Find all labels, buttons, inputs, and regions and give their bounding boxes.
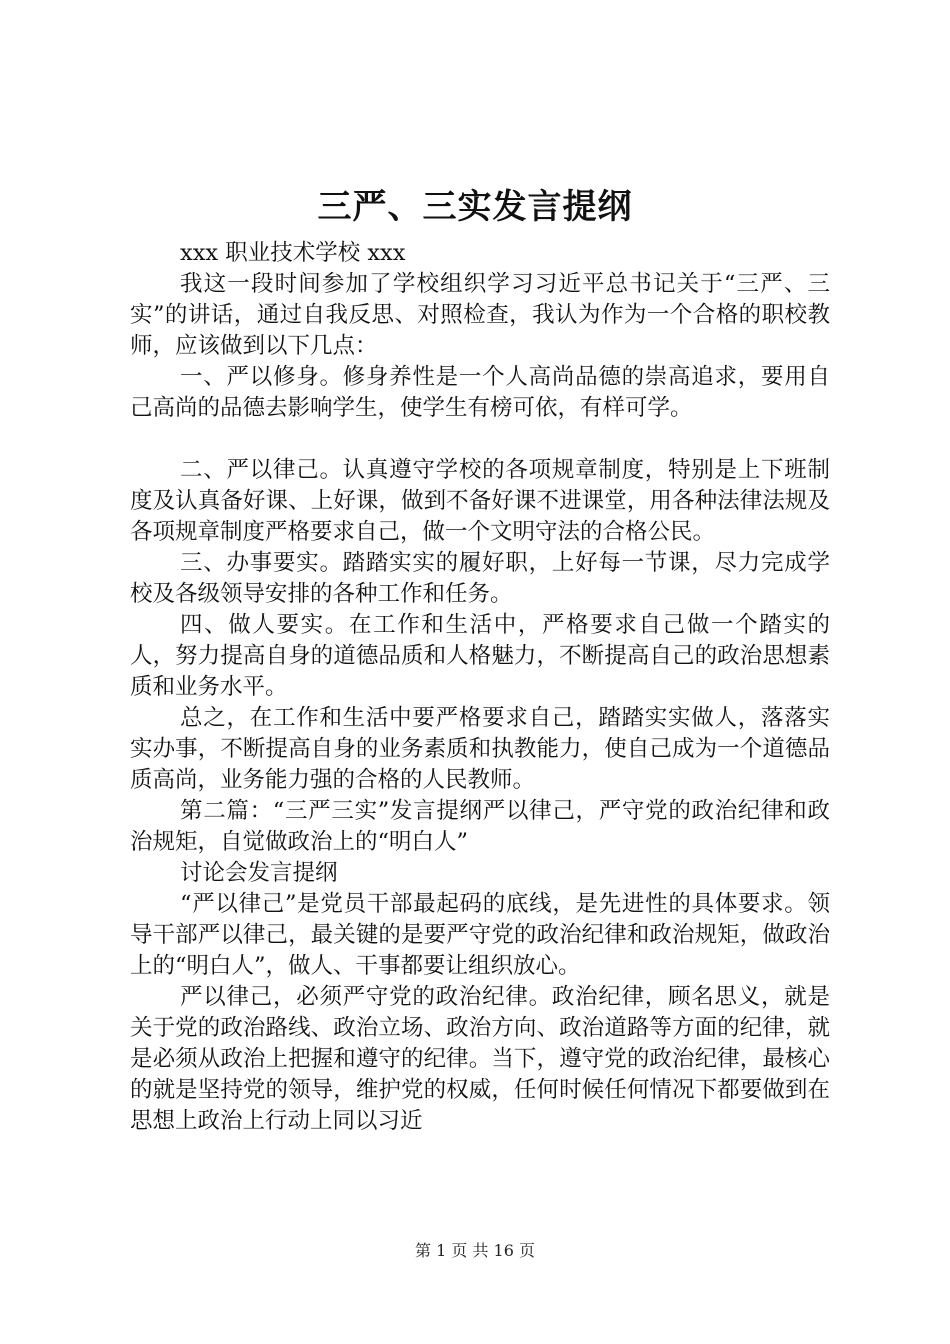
paragraph: 一、严以修身。修身养性是一个人高尚品德的崇高追求，要用自己高尚的品德去影响学生，使学生有榜可依，有样可学。 xyxy=(130,364,830,421)
paragraph: 总之，在工作和生活中要严格要求自己，踏踏实实做人，落落实实办事，不断提高自身的业务素质和执教能力，使自己成为一个道德品质高尚，业务能力强的合格的人民教师。 xyxy=(130,705,830,793)
page-title: 三严、三实发言提纲 xyxy=(317,187,633,227)
paragraph: 二、严以律己。认真遵守学校的各项规章制度，特别是上下班制度及认真备好课、上好课，做到不备好课不进课堂，用各种法律法规及各项规章制度严格要求自己，做一个文明守法的合格公民。 xyxy=(130,457,830,545)
subheading: 讨论会发言提纲 xyxy=(180,860,338,886)
paragraph: 四、做人要实。在工作和生活中，严格要求自己做一个踏实的人，努力提高自身的道德品质和人格魅力，不断提高自己的政治思想素质和业务水平。 xyxy=(130,612,830,700)
paragraph: 严以律己，必须严守党的政治纪律。政治纪律，顾名思义，就是关于党的政治路线、政治立场、政治方向、政治道路等方面的纪律，就是必须从政治上把握和遵守的纪律。当下，遵守党的政治纪律，最核心的就是坚持党的领导，维护党的权威，任何时候任何情况下都要做到在思想上政治上行动上同以习近 xyxy=(130,984,830,1134)
paragraph: 我这一段时间参加了学校组织学习习近平总书记关于“三严、三实”的讲话，通过自我反思、对照检查，我认为作为一个合格的职校教师，应该做到以下几点： xyxy=(130,271,830,359)
paragraph: 三、办事要实。踏踏实实的履好职，上好每一节课，尽力完成学校及各级领导安排的各种工作和任务。 xyxy=(130,550,830,607)
author-line: xxx 职业技术学校 xxx xyxy=(180,240,406,266)
page-footer: 第 1 页 共 16 页 xyxy=(415,1241,535,1260)
section-heading: 第二篇：“三严三实”发言提纲严以律己，严守党的政治纪律和政治规矩，自觉做政治上的“明白人” xyxy=(130,798,830,855)
paragraph: “严以律己”是党员干部最起码的底线，是先进性的具体要求。领导干部严以律己，最关键的是要严守党的政治纪律和政治规矩，做政治上的“明白人”，做人、干事都要让组织放心。 xyxy=(130,891,830,979)
document-body xyxy=(130,238,830,1137)
